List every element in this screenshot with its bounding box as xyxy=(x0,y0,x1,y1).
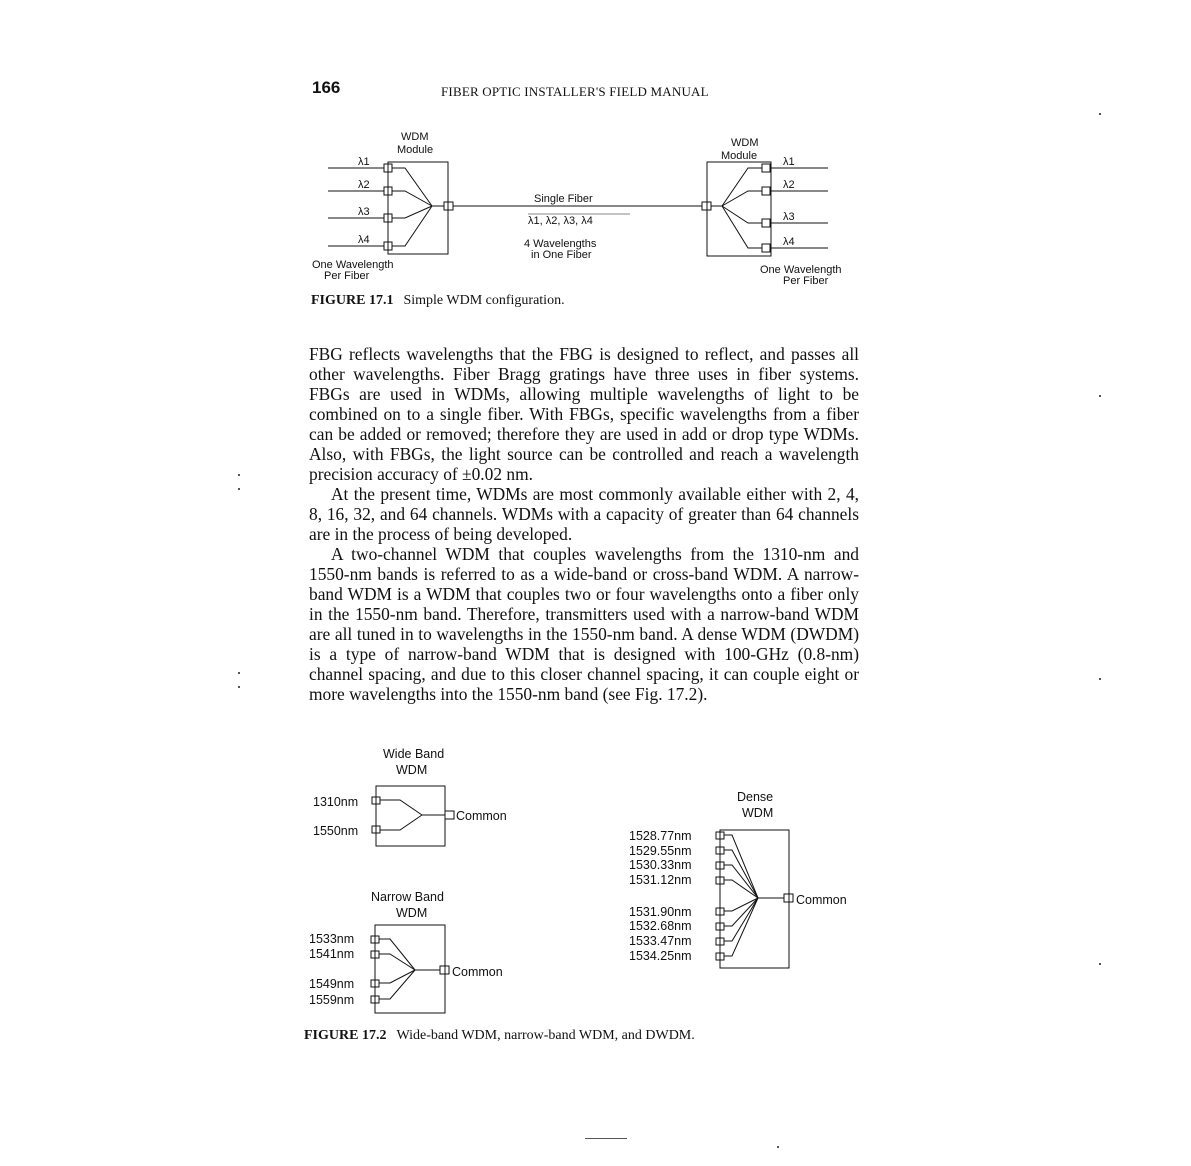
dense-input-5: 1531.90nm xyxy=(629,905,692,919)
left-note-2: Per Fiber xyxy=(324,270,370,282)
figure-17-1-caption xyxy=(311,293,565,309)
footer-rule xyxy=(585,1138,627,1139)
left-lambda-3: λ3 xyxy=(358,206,370,218)
wide-band-title-2: WDM xyxy=(396,763,428,777)
dense-box xyxy=(720,830,789,968)
narrow-band-output: Common xyxy=(452,965,503,979)
dense-input-7: 1533.47nm xyxy=(629,934,692,948)
scan-speck xyxy=(777,1146,779,1148)
scan-speck xyxy=(238,488,240,490)
dense-input-1: 1528.77nm xyxy=(629,829,692,843)
wide-band-box xyxy=(376,786,445,846)
page-number: 166 xyxy=(312,78,341,97)
narrow-band-input-2: 1541nm xyxy=(309,947,355,961)
dense-title-1: Dense xyxy=(737,790,774,804)
figure-17-2-caption xyxy=(304,1028,695,1044)
dense-input-3: 1530.33nm xyxy=(629,858,692,872)
left-note-1: One Wavelength xyxy=(312,259,394,271)
center-note-2: in One Fiber xyxy=(531,249,592,261)
figure-17-2-diagram xyxy=(300,740,880,1020)
single-fiber-label: Single Fiber xyxy=(534,193,593,205)
paragraph-3: A two-channel WDM that couples wavelengths from the 1310-nm and 1550-nm bands is referred to as a wide-band or cross-band WDM. A narrow-band WDM is a WDM that couples two or four wavelengths onto a fiber only in the 1550-nm band. Therefore, transmitters used with a narrow-band WDM are all tuned in to wavelengths in the 1550-nm band. A dense WDM (DWDM) is a type of narrow-band WDM that is designed with 100-GHz (0.8-nm) channel spacing, and due to this closer channel spacing, it can couple eight or more wavelengths into the 1550-nm band (see Fig. 17.2). xyxy=(309,544,859,704)
paragraph-2: At the present time, WDMs are most commonly available either with 2, 4, 8, 16, 32, and 64 channels. WDMs with a capacity of greater than 64 channels are in the process of being developed. xyxy=(309,484,859,544)
right-module-label-2: Module xyxy=(721,150,758,162)
dense-title-2: WDM xyxy=(742,806,774,820)
right-lambda-2: λ2 xyxy=(783,179,795,191)
right-lambda-4: λ4 xyxy=(783,236,795,248)
left-lambda-2: λ2 xyxy=(358,179,370,191)
right-lambda-3: λ3 xyxy=(783,211,795,223)
figure-17-2-caption-label: FIGURE 17.2 xyxy=(304,1028,387,1043)
figure-17-1-caption-label: FIGURE 17.1 xyxy=(311,293,394,308)
scan-speck xyxy=(1099,395,1101,397)
figure-17-2-caption-text: Wide-band WDM, narrow-band WDM, and DWDM. xyxy=(396,1028,695,1043)
wide-band-input-1: 1310nm xyxy=(313,795,359,809)
paragraph-1: FBG reflects wavelengths that the FBG is designed to reflect, and passes all other wavelengths. Fiber Bragg gratings have three uses in fiber systems. FBGs are used in WDMs, allowing multiple wavelengths of light to be combined on to a single fiber. With FBGs, specific wavelengths from a fiber can be added or removed; therefore they are used in add or drop type WDMs. Also, with FBGs, the light source can be controlled and reach a wavelength precision accuracy of ±0.02 nm. xyxy=(309,344,859,484)
narrow-band-title-2: WDM xyxy=(396,906,428,920)
scan-speck xyxy=(1099,963,1101,965)
narrow-band-input-3: 1549nm xyxy=(309,977,355,991)
fiber-wavelengths-label: λ1, λ2, λ3, λ4 xyxy=(528,215,593,227)
wide-band-output: Common xyxy=(456,809,507,823)
dense-input-4: 1531.12nm xyxy=(629,873,692,887)
narrow-band-box xyxy=(375,925,445,1013)
body-text xyxy=(309,344,859,704)
running-head: FIBER OPTIC INSTALLER'S FIELD MANUAL xyxy=(441,84,709,99)
narrow-band-title-1: Narrow Band xyxy=(371,890,444,904)
left-module-box xyxy=(388,162,448,254)
dense-input-2: 1529.55nm xyxy=(629,844,692,858)
wide-band-input-2: 1550nm xyxy=(313,824,359,838)
scan-speck xyxy=(238,474,240,476)
wide-band-title-1: Wide Band xyxy=(383,747,445,761)
scan-speck xyxy=(1099,113,1101,115)
scan-speck xyxy=(238,672,240,674)
figure-17-1-caption-text: Simple WDM configuration. xyxy=(403,293,565,308)
narrow-band-input-4: 1559nm xyxy=(309,993,355,1007)
dense-output: Common xyxy=(796,893,847,907)
right-module-label-1: WDM xyxy=(731,137,759,149)
right-lambda-1: λ1 xyxy=(783,156,795,168)
right-note-1: One Wavelength xyxy=(760,264,842,276)
left-module-label-2: Module xyxy=(397,144,434,156)
figure-17-1-diagram xyxy=(300,128,880,288)
narrow-band-input-1: 1533nm xyxy=(309,932,355,946)
dense-input-6: 1532.68nm xyxy=(629,919,692,933)
left-lambda-4: λ4 xyxy=(358,234,370,246)
center-note-1: 4 Wavelengths xyxy=(524,238,597,250)
right-note-2: Per Fiber xyxy=(783,275,829,287)
scan-speck xyxy=(238,686,240,688)
left-module-label-1: WDM xyxy=(401,131,429,143)
right-module-box xyxy=(707,162,771,256)
scan-speck xyxy=(1099,678,1101,680)
left-lambda-1: λ1 xyxy=(358,156,370,168)
dense-input-8: 1534.25nm xyxy=(629,949,692,963)
